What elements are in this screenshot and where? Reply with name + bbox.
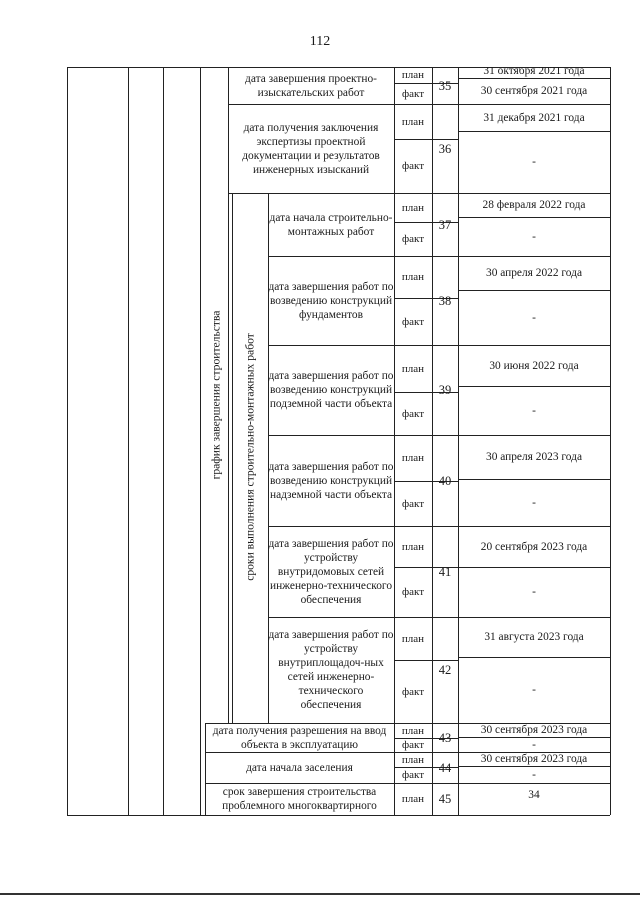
row-38-fact-label: факт	[401, 315, 425, 328]
table-rule	[200, 67, 201, 815]
row-36-plan-label: план	[401, 115, 425, 128]
row-41-plan-value: 20 сентября 2023 года	[480, 540, 588, 553]
row-35-fact-value: 30 сентября 2021 года	[480, 85, 588, 97]
row-38-title: дата завершения работ по возведению конструкций фундаментов	[268, 280, 394, 321]
row-44-number: 44	[438, 760, 452, 775]
row-39-fact-value: -	[532, 404, 536, 417]
row-42-title: дата завершения работ по устройству внутриплощадоч-ных сетей инженерно-технического обеспечения	[268, 629, 394, 711]
row-40-plan-label: план	[401, 452, 425, 464]
page-number: 112	[309, 34, 331, 49]
row-35-number: 35	[438, 78, 452, 93]
table-rule	[67, 67, 68, 815]
row-40-fact-value: -	[532, 496, 536, 509]
row-35-fact-label: факт	[401, 87, 425, 100]
row-37-title: дата начала строительно-монтажных работ	[269, 211, 393, 238]
row-41-fact-value: -	[532, 586, 536, 598]
row-35-title: дата завершения проектно-изыскательских работ	[245, 72, 377, 99]
table-rule	[128, 67, 129, 815]
row-39-plan-value: 30 июня 2022 года	[489, 359, 579, 372]
row-37-fact-value: -	[532, 230, 536, 243]
row-43-fact-label: факт	[401, 739, 425, 751]
row-36-plan-value: 31 декабря 2021 года	[483, 111, 585, 124]
row-39-title: дата завершения работ по возведению конструкций подземной части объекта	[268, 370, 394, 410]
row-42-number: 42	[438, 663, 452, 677]
row-44-title: дата начала заселения	[246, 761, 353, 774]
row-42-fact-label: факт	[401, 685, 425, 698]
page-bottom-edge	[0, 893, 640, 895]
table-rule	[232, 193, 233, 723]
table-rule	[610, 67, 611, 815]
row-38-number: 38	[438, 293, 452, 308]
row-35-plan-label: план	[401, 69, 425, 81]
row-40-title: дата завершения работ по возведению конструкций надземной части объекта	[268, 460, 394, 501]
row-37-fact-label: факт	[401, 233, 425, 245]
row-38-plan-value: 30 апреля 2022 года	[486, 267, 582, 279]
row-40-fact-label: факт	[401, 497, 425, 510]
row-41-plan-label: план	[401, 540, 425, 553]
row-39-number: 39	[438, 383, 452, 397]
row-43-number: 43	[438, 730, 452, 745]
row-36-fact-label: факт	[401, 160, 425, 172]
row-37-plan-label: план	[401, 201, 425, 214]
row-39-fact-label: факт	[401, 407, 425, 420]
table-rule	[163, 67, 164, 815]
row-43-title: дата получения разрешения на ввод объекта в эксплуатацию	[212, 724, 387, 751]
row-36-title: дата получения заключения экспертизы проектной документации и результатов инженерных изысканий	[242, 121, 380, 176]
row-44-fact-label: факт	[401, 769, 425, 781]
row-37-number: 37	[438, 217, 452, 232]
row-45-plan-label: план	[401, 793, 425, 805]
table-rule	[67, 815, 610, 816]
row-37-plan-value: 28 февраля 2022 года	[482, 199, 586, 211]
installation-side-label: сроки выполнения строительно-монтажных работ	[243, 333, 257, 581]
row-36-fact-value: -	[532, 156, 536, 168]
row-42-fact-value: -	[532, 684, 536, 696]
row-45-plan-value: 34	[528, 789, 540, 801]
row-41-number: 41	[438, 564, 452, 579]
row-40-number: 40	[438, 473, 452, 488]
row-45-title: срок завершения строительства проблемного многоквартирного	[222, 786, 377, 812]
row-36-number: 36	[438, 141, 452, 156]
row-41-fact-label: факт	[401, 586, 425, 598]
row-39-plan-label: план	[401, 362, 425, 375]
row-38-plan-label: план	[401, 271, 425, 283]
row-43-plan-label: план	[401, 724, 425, 737]
row-40-plan-value: 30 апреля 2023 года	[486, 451, 582, 463]
row-38-fact-value: -	[532, 311, 536, 324]
row-44-plan-label: план	[401, 753, 425, 766]
row-43-fact-value: -	[532, 738, 536, 751]
row-35-plan-value: 31 октября 2021 года	[483, 67, 585, 77]
row-45-number: 45	[438, 792, 452, 806]
schedule-side-label: график завершения строительства	[209, 310, 223, 480]
row-43-plan-value: 30 сентября 2023 года	[480, 724, 588, 736]
row-44-fact-value: -	[532, 768, 536, 781]
row-42-plan-value: 31 августа 2023 года	[484, 631, 584, 643]
row-41-title: дата завершения работ по устройству внутридомовых сетей инженерно-технического обеспечения	[268, 537, 394, 606]
row-42-plan-label: план	[401, 632, 425, 645]
row-44-plan-value: 30 сентября 2023 года	[480, 753, 588, 765]
